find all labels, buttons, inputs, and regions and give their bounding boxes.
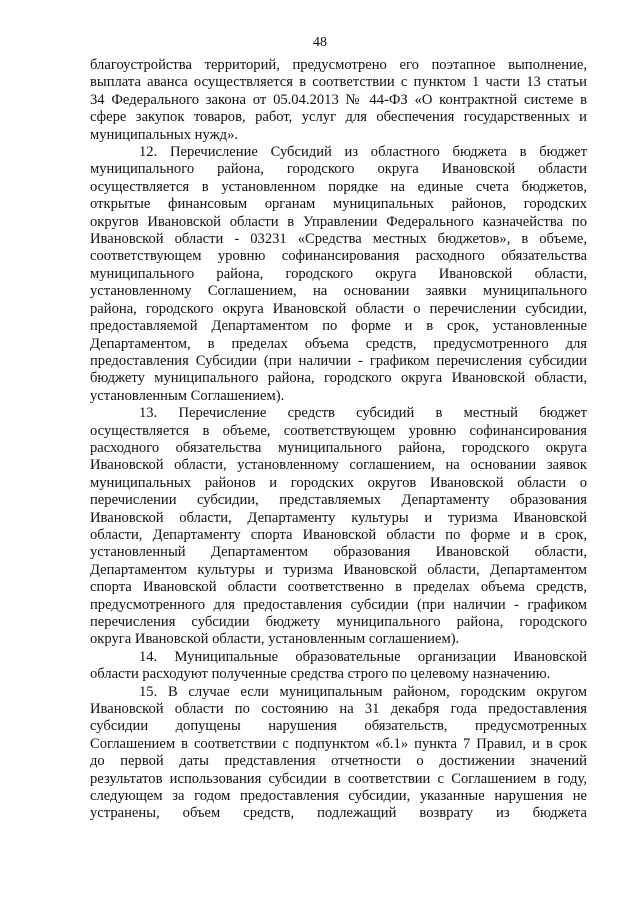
text-line: следующем за годом предоставления субсидии, указанные нарушения не	[90, 788, 587, 805]
text-line: результатов использования субсидии в соответствии с Соглашением в году,	[90, 770, 587, 787]
text-line: муниципального района, городского округа Ивановской области,	[90, 265, 587, 282]
text-line: 14. Муниципальные образовательные организации Ивановской	[139, 648, 587, 665]
text-line: установленный Департаментом образования Ивановской области,	[90, 544, 587, 561]
text-line: района, городского округа Ивановской области о перечислении субсидии,	[90, 300, 587, 317]
text-line: области расходуют полученные средства строго по целевому назначению.	[90, 666, 551, 683]
text-line: предоставления Субсидии (при наличии - графиком перечисления субсидии	[90, 352, 587, 369]
text-line: расходного обязательства муниципального района, городского округа	[90, 439, 587, 456]
text-line: предоставляемой Департаментом по форме и в срок, установленные	[90, 318, 587, 335]
text-line: осуществляется в установленном порядке на единые счета бюджетов,	[90, 178, 587, 195]
text-line: Соглашением в соответствии с подпунктом «б.1» пункта 7 Правил, и в срок	[90, 735, 587, 752]
text-line: осуществляется в объеме, соответствующем уровню софинансирования	[90, 422, 587, 439]
text-line: соответствующем уровню софинансирования расходного обязательства	[90, 248, 587, 265]
text-line: Департаментом, в пределах объема средств, предусмотренного для	[90, 335, 587, 352]
text-line: округа Ивановской области, установленным соглашением).	[90, 631, 460, 648]
text-line: выплата аванса осуществляется в соответствии с пунктом 1 части 13 статьи	[90, 74, 587, 91]
text-line: муниципальных районов и городских округов Ивановской области о	[90, 474, 587, 491]
paragraph-p-12	[90, 144, 587, 405]
text-line: перечисления субсидии бюджету муниципального района, городского	[90, 614, 587, 630]
text-line: Ивановской области, установленному соглашением, на основании заявок	[90, 457, 587, 474]
text-line: 15. В случае если муниципальным районом, городским округом	[139, 683, 587, 700]
text-line: установленным Соглашением).	[90, 387, 285, 404]
text-line: муниципального района, городского округа Ивановской области	[90, 161, 587, 178]
text-line: открытые финансовым органам муниципальных районов, городских	[90, 196, 587, 213]
text-line: субсидии допущены нарушения обязательств, предусмотренных	[90, 718, 587, 735]
text-line: предусмотренного для предоставления субсидии (при наличии - графиком	[90, 596, 587, 613]
text-line: благоустройства территорий, предусмотрено его поэтапное выполнение,	[90, 57, 587, 73]
text-line: спорта Ивановской области соответственно в пределах объема средств,	[90, 579, 587, 596]
paragraph-p-13	[90, 405, 587, 649]
text-line: бюджету муниципального района, городского округа Ивановской области,	[90, 370, 587, 387]
paragraph-p-14	[90, 649, 587, 684]
paragraph-p-15	[90, 684, 587, 823]
text-line: 34 Федерального закона от 05.04.2013 № 44-ФЗ «О контрактной системе в	[90, 91, 587, 108]
text-line: округов Ивановской области в Управлении Федерального казначейства по	[90, 213, 587, 230]
text-line: муниципальных нужд».	[90, 126, 239, 143]
text-line: Ивановской области - 03231 «Средства местных бюджетов», в объеме,	[90, 231, 587, 248]
text-line: установленному Соглашением, на основании заявки муниципального	[90, 283, 587, 300]
document-text-body	[90, 57, 587, 823]
text-line: сфере закупок товаров, работ, услуг для обеспечения государственных и	[90, 109, 587, 126]
text-line: устранены, объем средств, подлежащий возврату из бюджета	[90, 805, 587, 822]
text-line: Департаментом культуры и туризма Ивановской области, Департаментом	[90, 561, 587, 578]
text-line: перечислении субсидии, представляемых Департаменту образования	[90, 492, 587, 509]
page-number: 48	[313, 35, 327, 50]
text-line: Ивановской области, Департаменту культуры и туризма Ивановской	[90, 509, 587, 526]
text-line: 13. Перечисление средств субсидий в местный бюджет	[139, 405, 587, 422]
text-line: области, Департаменту спорта Ивановской области по форме и в срок,	[90, 526, 587, 543]
text-line: Ивановской области по состоянию на 31 декабря года предоставления	[90, 701, 587, 718]
paragraph-p-cont	[90, 57, 587, 144]
text-line: до первой даты представления отчетности о достижении значений	[90, 753, 587, 770]
text-line: 12. Перечисление Субсидий из областного бюджета в бюджет	[139, 144, 587, 161]
